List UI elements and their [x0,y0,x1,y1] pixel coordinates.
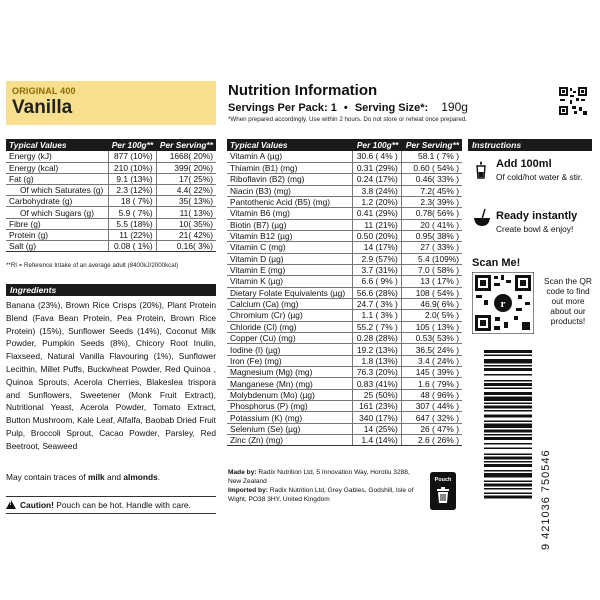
barcode-number: 9 421036 750546 [540,449,552,550]
per-serving-value: 0.60 ( 54% ) [401,162,462,173]
per-100g-value: 25 (50%) [352,389,401,400]
nutrient-name: Pantothenic Acid (B5) (mg) [227,196,352,207]
table-row [6,196,216,207]
per-serving-value: 10( 35%) [156,218,216,229]
col-typical-values: Typical Values [6,139,108,151]
traces-prefix: May contain traces of [6,472,88,482]
table-row [227,412,462,423]
per-serving-value: 5.4 (109%) [401,253,462,264]
nutrient-name: Chromium (Cr) (µg) [227,310,352,321]
add-water-body: Of cold/hot water & stir. [496,172,583,182]
per-serving-value: 46.9( 6% ) [401,298,462,309]
nutrient-name: Vitamin E (mg) [227,264,352,275]
nutrient-name: Energy (kJ) [6,151,108,162]
nutrient-name: Of which Sugars (g) [6,207,108,218]
prep-note: *When prepared accordingly. Use within 2 hours. Do not store or reheat once prepared. [228,116,467,123]
product-subtitle: ORIGINAL 400 [12,86,76,96]
table-row [227,242,462,253]
per-100g-value: 24.7 ( 3% ) [352,298,401,309]
nutrient-name: Manganese (Mn) (mg) [227,378,352,389]
per-serving-value: 48 ( 96% ) [401,389,462,400]
per-serving-value: 108 ( 54% ) [401,287,462,298]
traces-suffix: . [157,472,161,482]
per-serving-value: 36.5( 24% ) [401,344,462,355]
nutrient-name: Fibre (g) [6,218,108,229]
nutrient-name: Potassium (K) (mg) [227,412,352,423]
per-100g-value: 11 (22%) [108,229,156,240]
imported-by-label: Imported by: [228,487,268,494]
per-serving-value: 0.16( 3%) [156,241,216,252]
table-row [6,185,216,196]
serving-size-label: Serving Size*: [354,102,429,114]
nutrient-name: Vitamin D (µg) [227,253,352,264]
per-serving-value: 1668( 20%) [156,151,216,162]
ingredients-heading: Ingredients [6,284,216,296]
per-serving-value: 0.46( 33% ) [401,174,462,185]
made-by-text: Radix Nutrition Ltd, 5 Innovation Way, Horotiu 3288, New Zealand [228,469,410,485]
ready-body: Create bowl & enjoy! [496,224,574,234]
per-serving-value: 11( 13%) [156,207,216,218]
allergen-almonds: almonds [123,472,158,482]
col-typical-values: Typical Values [227,139,352,151]
nutrient-name: Niacin (B3) (mg) [227,185,352,196]
table-row [227,253,462,264]
per-100g-value: 1.2 (20%) [352,196,401,207]
caution-label: Caution! [20,500,54,510]
per-serving-value: 145 ( 39% ) [401,367,462,378]
per-serving-value: 7.0 ( 58% ) [401,264,462,275]
nutrient-name: Magnesium (Mg) (mg) [227,367,352,378]
qr-code-icon[interactable] [559,87,587,115]
per-serving-value: 58.1 ( 7% ) [401,151,462,162]
table-row [227,344,462,355]
table-row [227,355,462,366]
per-serving-value: 21( 42%) [156,229,216,240]
per-serving-value: 1.6 ( 79% ) [401,378,462,389]
table-row [6,173,216,184]
nutrient-name: Dietary Folate Equivalents (µg) [227,287,352,298]
servings-line [228,100,472,114]
servings-per-pack: Servings Per Pack: 1 [228,102,337,114]
per-100g-value: 9.1 (13%) [108,173,156,184]
manufacturer-info [228,468,424,504]
table-row [227,151,462,162]
table-row [6,241,216,252]
instructions-heading: Instructions [468,139,592,151]
per-serving-value: 2.0( 5% ) [401,310,462,321]
col-per-serving: Per Serving** [401,139,462,151]
nutrient-name: Fat (g) [6,173,108,184]
nutrient-name: Thiamin (B1) (mg) [227,162,352,173]
ingredients-text: Banana (23%), Brown Rice Crisps (20%), Plant Protein Blend (Fava Bean Protein, Pea Protein, Brown Rice Protein) (15%), Sunflower Seeds (14%), Coconut Milk Powder, Pumpkin Seeds (8%), Chicory Root Inulin, Flaxseed, Natural Vanilla Flavouring (1%), Sunflower Lecithin, Millet Puffs, Buckwheat Powder, Red Quinoa , Quinoa Sprouts, Acerola Cherries, Blakeslea trispora and Sunflowers, Sweetener (Monk Fruit Extract), Nutritional Yeast, Acerola Powder, Tomato Extract, Button Mushroom, Kale Leaf, Alfalfa, Baobab Dried Fruit Pulp, Broccoli Sprout, Cacao Powder, Parsley, Red Beetroot, Seaweed [6,300,216,451]
per-serving-value: 26 ( 47% ) [401,423,462,434]
add-water-title: Add 100ml [496,158,552,170]
pouch-label: Pouch [434,477,452,483]
per-serving-value: 2.6 ( 26% ) [401,435,462,446]
per-100g-value: 0.50 (20%) [352,230,401,241]
col-per-100g: Per 100g** [352,139,401,151]
per-100g-value: 5.9 ( 7%) [108,207,156,218]
per-100g-value: 56.6 (28%) [352,287,401,298]
table-row [6,218,216,229]
per-serving-value: 17( 25%) [156,173,216,184]
recycle-bin-icon [428,471,458,511]
per-100g-value: 0.83 (41%) [352,378,401,389]
per-100g-value: 11 (21%) [352,219,401,230]
per-serving-value: 0.78( 56% ) [401,208,462,219]
imported-by-line [228,486,424,504]
ready-title: Ready instantly [496,210,578,222]
made-by-label: Made by: [228,469,257,476]
table-row [227,196,462,207]
nutrient-name: Riboflavin (B2) (mg) [227,174,352,185]
nutrient-name: Vitamin B12 (µg) [227,230,352,241]
nutrient-name: Protein (g) [6,229,108,240]
bullet: • [343,102,348,114]
caution-text: Pouch can be hot. Handle with care. [53,500,191,510]
per-100g-value: 1.8 (13%) [352,355,401,366]
per-100g-value: 55.2 ( 7% ) [352,321,401,332]
vitamins-minerals-table [227,139,462,446]
nutrient-name: Iron (Fe) (mg) [227,355,352,366]
table-row [227,185,462,196]
per-serving-value: 105 ( 13% ) [401,321,462,332]
per-100g-value: 0.08 ( 1%) [108,241,156,252]
table-row [227,230,462,241]
table-row [227,287,462,298]
nutrient-name: Chloride (Cl) (mg) [227,321,352,332]
per-100g-value: 2.9 (57%) [352,253,401,264]
nutrient-name: Carbohydrate (g) [6,196,108,207]
per-100g-value: 1.1 ( 3% ) [352,310,401,321]
per-serving-value: 0.53( 53% ) [401,333,462,344]
per-100g-value: 5.5 (18%) [108,218,156,229]
per-100g-value: 0.31 (29%) [352,162,401,173]
per-100g-value: 14 (17%) [352,242,401,253]
table-row [227,367,462,378]
table-row [227,333,462,344]
table-row [227,321,462,332]
table-row [227,310,462,321]
per-serving-value: 3.4 ( 24% ) [401,355,462,366]
table-row [6,162,216,173]
per-serving-value: 0.95( 38% ) [401,230,462,241]
per-100g-value: 0.41 (29%) [352,208,401,219]
bowl-spoon-icon [473,208,491,228]
per-serving-value: 13 ( 17% ) [401,276,462,287]
table-row [227,378,462,389]
allergen-milk: milk [87,472,105,482]
per-serving-value: 27 ( 33% ) [401,242,462,253]
nutrient-name: Vitamin C (mg) [227,242,352,253]
table-row [227,401,462,412]
per-100g-value: 14 (25%) [352,423,401,434]
per-serving-value: 399( 20%) [156,162,216,173]
per-100g-value: 6.6 ( 9% ) [352,276,401,287]
caution-note [6,496,216,514]
table-row [227,423,462,434]
scan-me-body: Scan the QR code to find out more about our products! [544,276,592,326]
traces-and: and [104,472,124,482]
table-row [6,207,216,218]
nutrient-name: Calcium (Ca) (mg) [227,298,352,309]
barcode-digits [540,354,554,550]
table-row [227,264,462,275]
nutrient-name: Phosphorus (P) (mg) [227,401,352,412]
product-name: Vanilla [12,97,73,118]
per-100g-value: 30.6 ( 4% ) [352,151,401,162]
nutrient-name: Vitamin K (µg) [227,276,352,287]
per-100g-value: 877 (10%) [108,151,156,162]
table-row [227,208,462,219]
nutrient-name: Selenium (Se) (µg) [227,423,352,434]
per-serving-value: 20 ( 41% ) [401,219,462,230]
per-100g-value: 3.8 (24%) [352,185,401,196]
table-row [227,435,462,446]
table-row [227,276,462,287]
table-row [227,298,462,309]
water-pour-icon [474,160,488,180]
product-header [6,81,216,125]
scan-me-title: Scan Me! [472,257,521,269]
table-row [227,174,462,185]
per-100g-value: 3.7 (31%) [352,264,401,275]
per-100g-value: 1.4 (14%) [352,435,401,446]
nutrient-name: Vitamin A (µg) [227,151,352,162]
svg-text:r: r [500,298,506,310]
per-100g-value: 0.24 (17%) [352,174,401,185]
per-serving-value: 35( 13%) [156,196,216,207]
nutrient-name: Iodine (I) (µg) [227,344,352,355]
table-row [227,219,462,230]
per-100g-value: 210 (10%) [108,162,156,173]
warning-icon [6,500,16,509]
nutrient-name: Of which Saturates (g) [6,185,108,196]
table-row [227,162,462,173]
per-serving-value: 307 ( 44% ) [401,401,462,412]
per-100g-value: 0.28 (28%) [352,333,401,344]
per-serving-value: 2.3( 39% ) [401,196,462,207]
ri-note: **RI = Reference Intake of an average adult (8400kJ/2000kcal) [6,262,179,269]
nutrient-name: Molybdenum (Mo) (µg) [227,389,352,400]
table-row [227,389,462,400]
col-per-100g: Per 100g** [108,139,156,151]
per-serving-value: 647 ( 32% ) [401,412,462,423]
nutrient-name: Zinc (Zn) (mg) [227,435,352,446]
typical-values-table [6,139,216,252]
allergen-traces [6,472,160,482]
per-serving-value: 7.2( 45% ) [401,185,462,196]
imported-by-text: Radix Nutrition Ltd, Grey Gables, Godshill, Isle of Wight, PO38 3HY, United Kingdom [228,487,414,503]
per-100g-value: 2.3 (12%) [108,185,156,196]
qr-code-icon[interactable] [472,272,534,334]
per-100g-value: 76.3 (20%) [352,367,401,378]
per-serving-value: 4.4( 22%) [156,185,216,196]
per-100g-value: 19.2 (13%) [352,344,401,355]
table-row [6,229,216,240]
table-row [6,151,216,162]
barcode-icon [484,350,532,550]
per-100g-value: 18 ( 7%) [108,196,156,207]
nutrient-name: Vitamin B6 (mg) [227,208,352,219]
nutrient-name: Salt (g) [6,241,108,252]
made-by-line [228,468,424,486]
serving-size-value: 190g [441,100,468,114]
nutrient-name: Copper (Cu) (mg) [227,333,352,344]
per-100g-value: 340 (17%) [352,412,401,423]
col-per-serving: Per Serving** [156,139,216,151]
per-100g-value: 161 (23%) [352,401,401,412]
nutrient-name: Biotin (B7) (µg) [227,219,352,230]
nutrition-title: Nutrition Information [228,82,378,99]
nutrient-name: Energy (kcal) [6,162,108,173]
